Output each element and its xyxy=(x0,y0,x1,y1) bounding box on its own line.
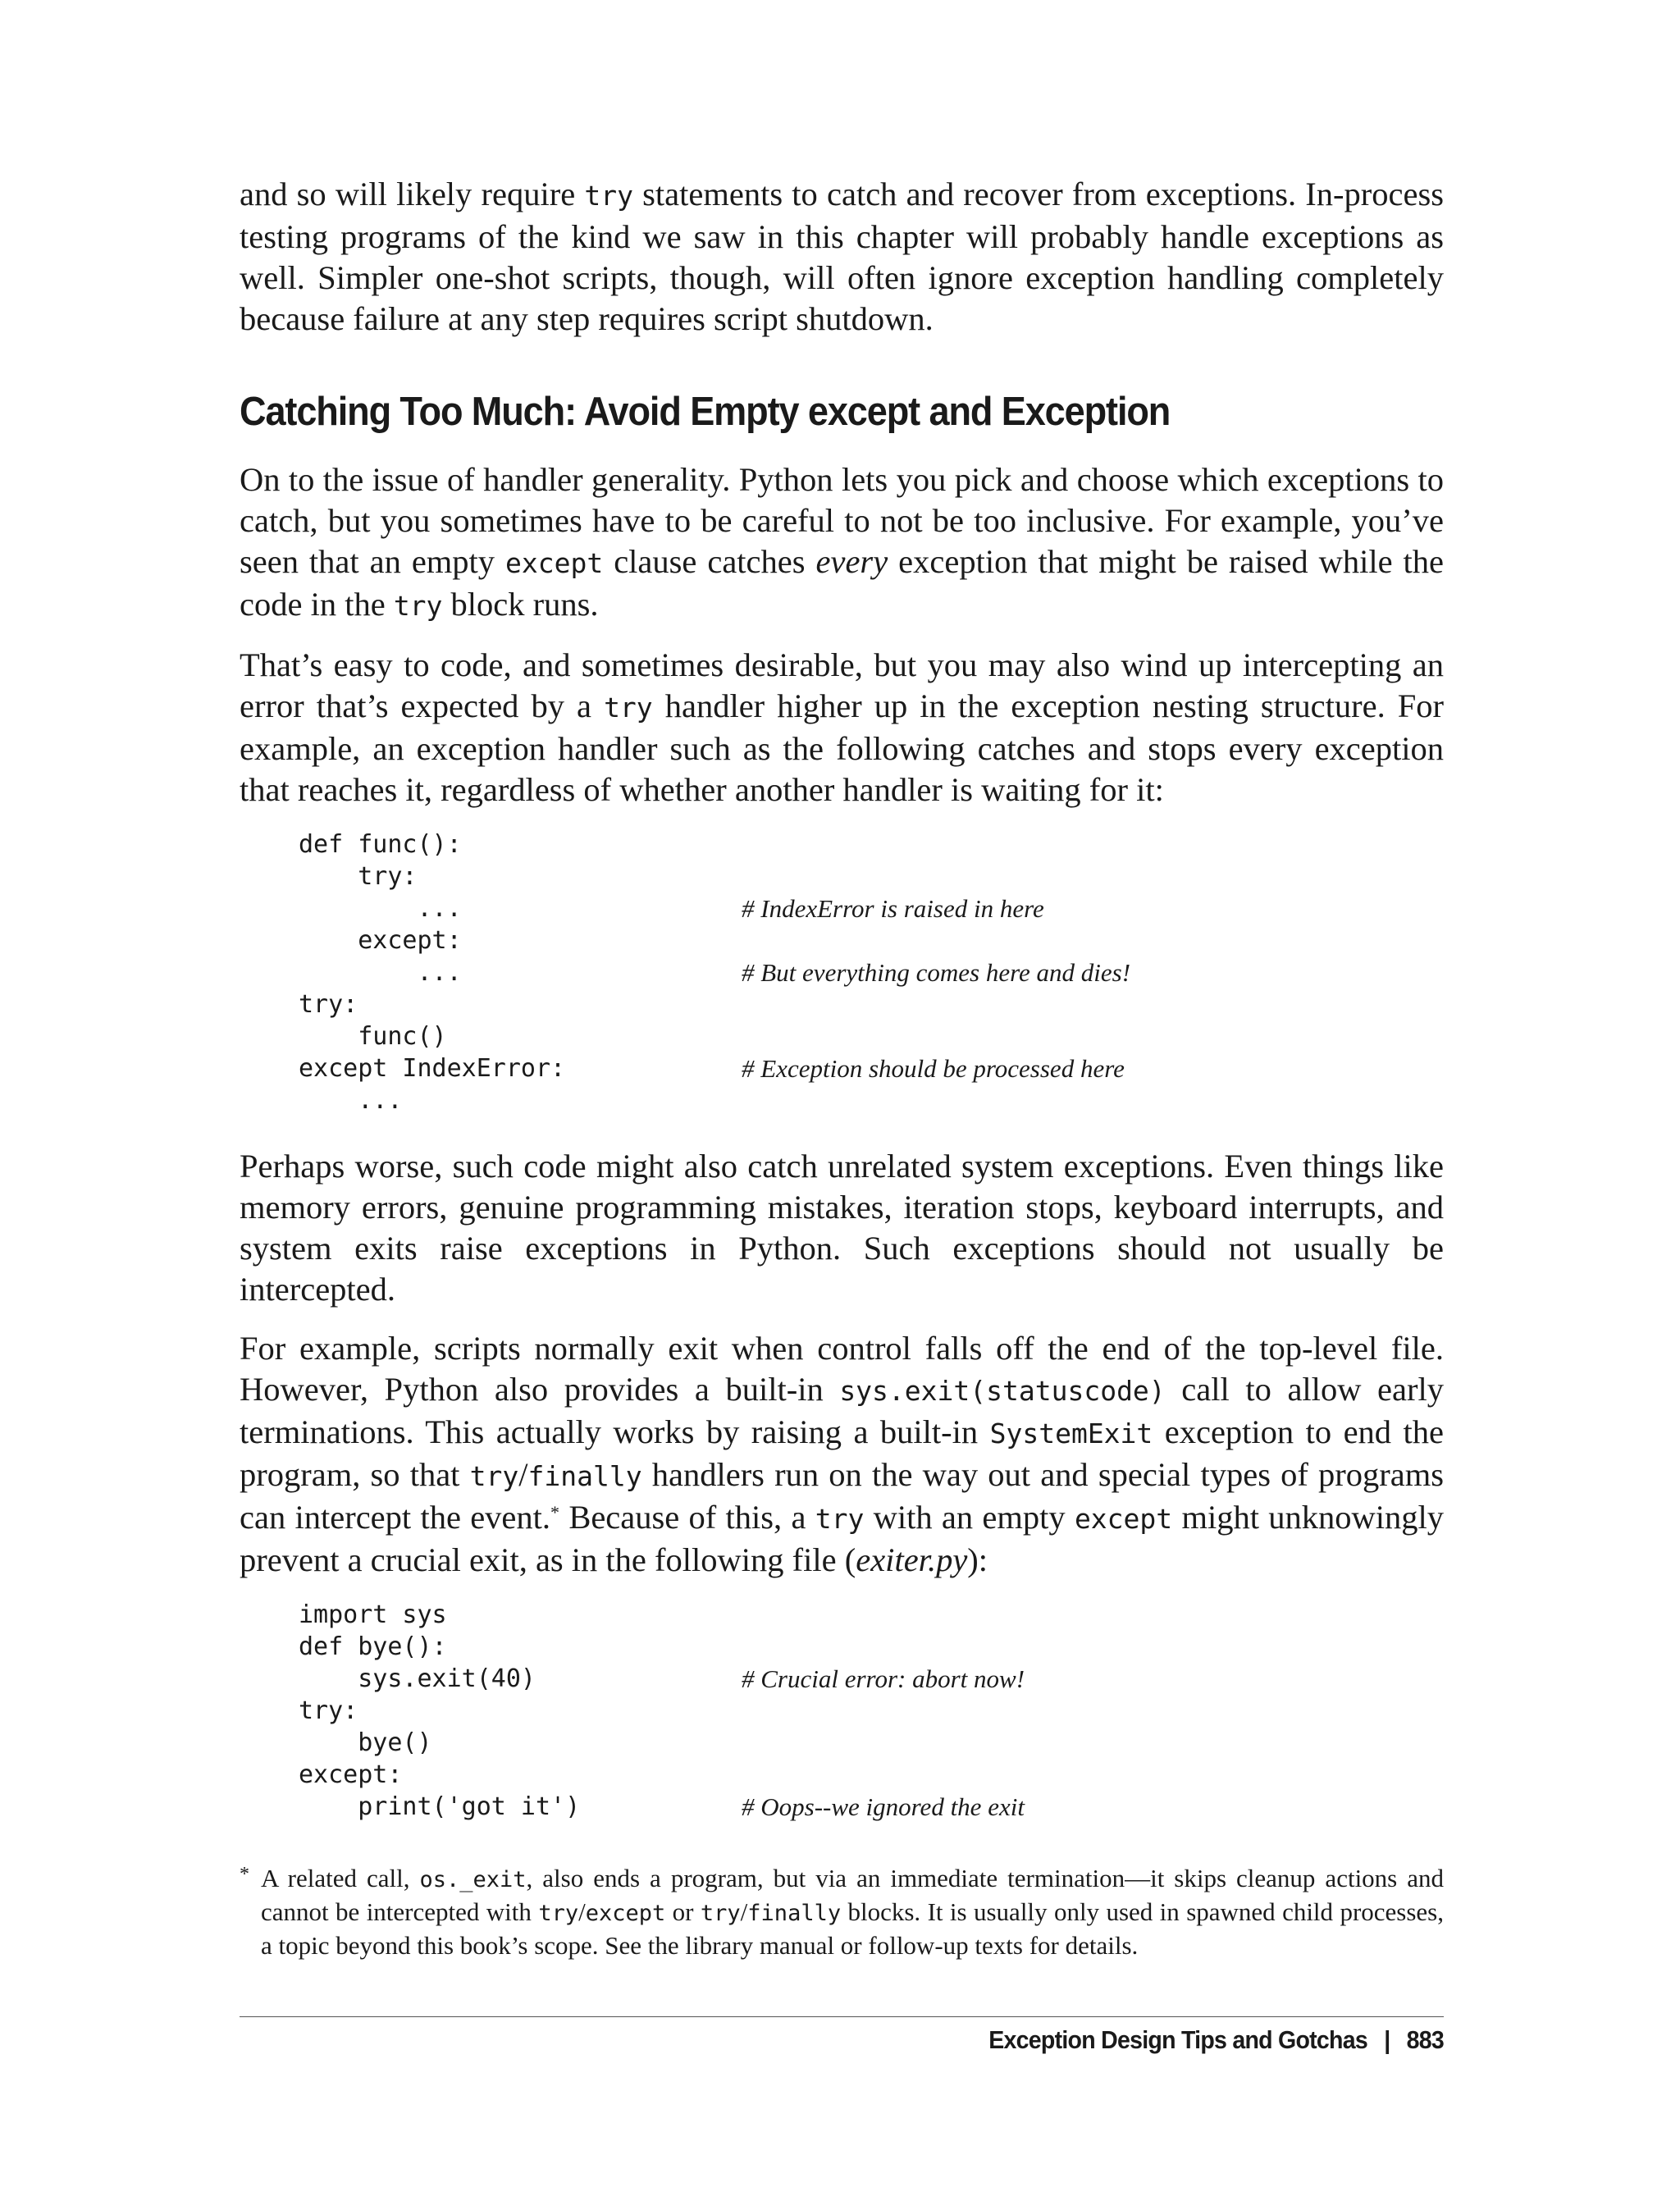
inline-code: try xyxy=(604,692,653,724)
intro-paragraph xyxy=(240,174,1444,340)
inline-code: try xyxy=(584,180,633,212)
footnote xyxy=(240,1862,1444,1961)
code-comment: # IndexError is raised in here xyxy=(742,894,1044,923)
code-line xyxy=(299,1020,1444,1052)
inline-code: except xyxy=(585,1901,666,1926)
code-line xyxy=(299,988,1444,1020)
code-line xyxy=(299,1084,1444,1116)
inline-code: finally xyxy=(747,1901,842,1926)
text-run: , also ends a program, but via an immediate termination—it skips cleanup actions and cannot be intercepted with xyxy=(261,1864,1444,1926)
code-line xyxy=(299,829,1444,861)
code-text: ... xyxy=(299,1086,403,1115)
code-text: def func(): xyxy=(299,830,462,859)
inline-code: try xyxy=(700,1901,741,1926)
text-run: exception to end the program, so that xyxy=(240,1413,1444,1493)
footer-rule xyxy=(240,2016,1444,2017)
running-footer xyxy=(988,2022,1444,2058)
inline-code: sys.exit(statuscode) xyxy=(839,1375,1166,1407)
text-run: ): xyxy=(967,1541,988,1578)
text-run: with an empty xyxy=(864,1499,1075,1536)
paragraph-system-exceptions: Perhaps worse, such code might also catch unrelated system exceptions. Even things like memory errors, genuine programming mistakes, iteration stops, keyboard interrupts, and system exits raise exceptions in Python. Such exceptions should not usually be intercepted. xyxy=(240,1148,1444,1308)
text-run: block runs. xyxy=(442,586,599,623)
code-text: func() xyxy=(299,1022,447,1051)
footnote-mark: * xyxy=(240,1864,249,1885)
inline-code: try xyxy=(393,590,443,622)
text-run: handler higher up in the exception nesting structure. For example, an exception handler such as the following catches and stops every exception that reaches it, regardless of whether another handler is waiting for it: xyxy=(240,687,1444,808)
code-text: except: xyxy=(299,1760,403,1789)
inline-code: except xyxy=(505,547,604,579)
inline-code: finally xyxy=(527,1460,642,1492)
code-text: import sys xyxy=(299,1600,447,1629)
text-run: or xyxy=(665,1897,701,1926)
text-run: exception that might be raised while the code in the xyxy=(240,543,1444,623)
page-number: 883 xyxy=(1406,2025,1444,2054)
inline-code: os._exit xyxy=(419,1867,527,1892)
code-line xyxy=(299,892,1444,924)
text-run: On to the issue of handler generality. Python lets you pick and choose which exceptions to catch, but you sometimes have to be careful to not be too inclusive. For example, you’ve seen that an empty xyxy=(240,461,1444,580)
emphasis: every xyxy=(815,543,888,580)
code-text: ... xyxy=(299,958,462,987)
code-line xyxy=(299,924,1444,956)
text-run: call to allow early terminations. This actually works by raising a built-in xyxy=(240,1371,1444,1450)
text-run: blocks. It is usually only used in spawned child processes, a topic beyond this book’s scope. See the library manual or follow-up texts for details. xyxy=(261,1897,1444,1960)
code-text: print('got it') xyxy=(299,1792,581,1821)
code-line xyxy=(299,1791,1444,1823)
text-run: / xyxy=(518,1456,528,1493)
code-comment: # Crucial error: abort now! xyxy=(742,1664,1025,1693)
code-text: sys.exit(40) xyxy=(299,1664,536,1693)
code-text: try: xyxy=(299,862,418,891)
inline-code: SystemExit xyxy=(989,1418,1153,1449)
code-example-exiter xyxy=(299,1599,1444,1823)
code-comment: # But everything comes here and dies! xyxy=(742,958,1131,987)
code-line xyxy=(299,1759,1444,1791)
inline-code: try xyxy=(538,1901,579,1926)
paragraph-handler-generality xyxy=(240,459,1444,627)
text-run: handlers run on the way out and special types of programs can intercept the event. xyxy=(240,1456,1445,1536)
footnote-text xyxy=(240,1862,1444,1961)
code-line xyxy=(299,956,1444,988)
code-comment: # Oops--we ignored the exit xyxy=(742,1792,1025,1821)
code-line xyxy=(299,1599,1444,1631)
text-run: statements to catch and recover from exceptions. In-process testing programs of the kind we saw in this chapter will probably handle exceptions as well. Simpler one-shot scripts, though, will often ignore exception handling completely because failure at any step requires script shutdown. xyxy=(240,176,1444,337)
code-text: except: xyxy=(299,926,462,955)
paragraph-intercepting-errors xyxy=(240,645,1444,810)
code-line xyxy=(299,1727,1444,1759)
text-run: Because of this, a xyxy=(559,1499,815,1536)
text-run: That’s easy to code, and sometimes desirable, but you may also wind up intercepting an error that’s expected by a xyxy=(240,646,1444,724)
paragraph-sys-exit xyxy=(240,1328,1444,1581)
text-run: might unknowingly prevent a crucial exit, as in the following file ( xyxy=(240,1499,1444,1578)
page-body xyxy=(240,174,1444,1852)
code-text: except IndexError: xyxy=(299,1054,566,1083)
code-line xyxy=(299,1631,1444,1663)
emphasis: exiter.py xyxy=(856,1541,968,1578)
code-text: try: xyxy=(299,1696,358,1725)
text-run: / xyxy=(578,1897,586,1926)
inline-code: try xyxy=(469,1460,519,1492)
code-line xyxy=(299,861,1444,892)
text-run: and so will likely require xyxy=(240,176,585,212)
section-heading: Catching Too Much: Avoid Empty except and Exception xyxy=(240,390,1171,434)
code-line xyxy=(299,1695,1444,1727)
code-text: bye() xyxy=(299,1728,432,1757)
code-comment: # Exception should be processed here xyxy=(742,1054,1125,1083)
code-text: ... xyxy=(299,894,462,923)
inline-code: except xyxy=(1074,1503,1173,1535)
code-example-func xyxy=(299,829,1444,1116)
code-line xyxy=(299,1052,1444,1084)
text-run: / xyxy=(740,1897,748,1926)
text-run: A related call, xyxy=(261,1864,420,1892)
code-text: def bye(): xyxy=(299,1632,447,1661)
text-run: clause catches xyxy=(603,543,816,580)
footer-separator: | xyxy=(1384,2025,1390,2054)
text-run: For example, scripts normally exit when control falls off the end of the top-level file. However, Python also provides a built-in xyxy=(240,1330,1444,1408)
running-title: Exception Design Tips and Gotchas xyxy=(988,2025,1367,2054)
inline-code: try xyxy=(815,1503,865,1535)
footnote-reference[interactable]: * xyxy=(550,1502,560,1522)
code-line xyxy=(299,1663,1444,1695)
code-text: try: xyxy=(299,990,358,1019)
